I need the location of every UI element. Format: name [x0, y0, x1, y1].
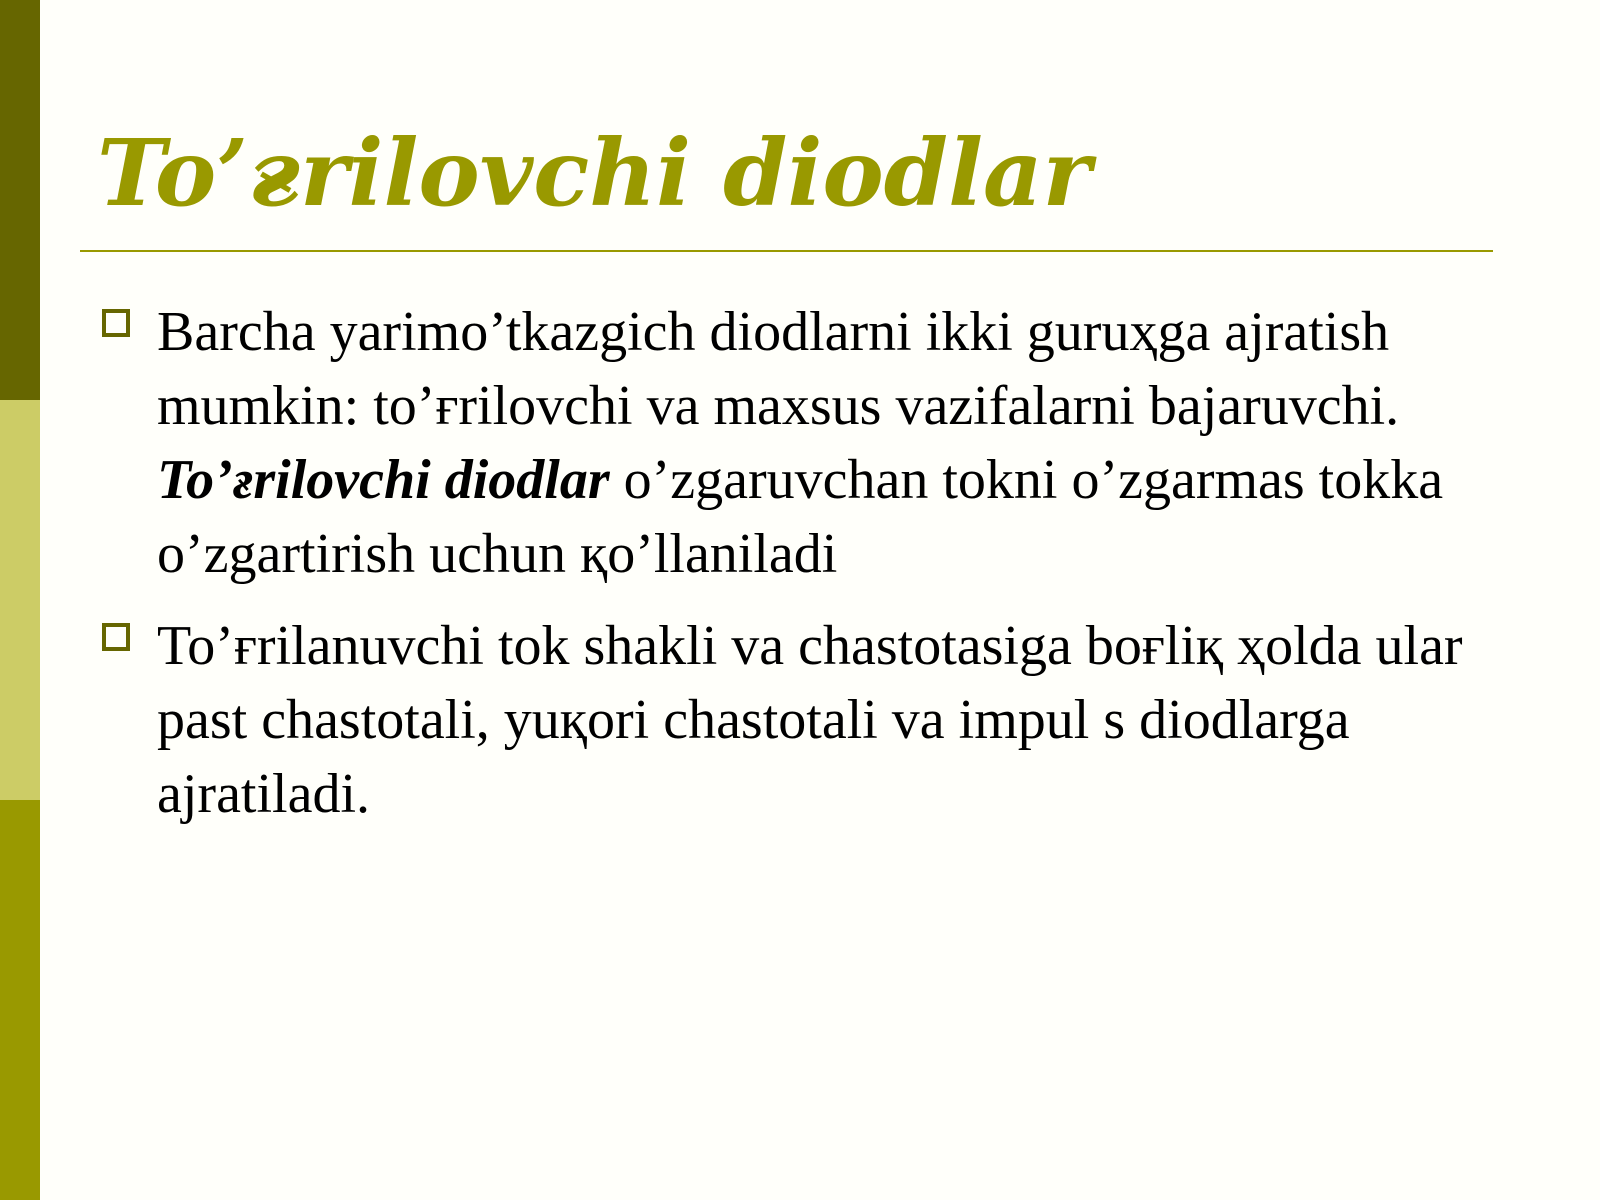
hollow-square-bullet-icon	[102, 309, 130, 337]
accent-bar-light-segment	[0, 400, 40, 800]
bullet-list	[100, 295, 1515, 831]
bullet-item-2	[100, 609, 1515, 831]
title-underline-rule	[80, 250, 1493, 252]
left-accent-bar	[0, 0, 40, 1200]
bullet-1-emphasis: To’ғrilovchi diodlar	[157, 449, 610, 511]
bullet-1-text-end: o’zgaruvchan tokni o’zgarmas tokka o’zgartirish uchun қo’llaniladi	[157, 449, 1444, 585]
hollow-square-bullet-icon	[102, 623, 130, 651]
bullet-2-text: To’ғrilanuvchi tok shakli va chastotasiga boғliқ ҳolda ular past chastotali, yuқori chastotali va impul s diodlarga ajratiladi.	[157, 615, 1463, 825]
accent-bar-dark-segment	[0, 0, 40, 400]
accent-bar-mid-segment	[0, 800, 40, 1200]
bullet-1-text-start: Barcha yarimo’tkazgich diodlarni ikki guruҳga ajratish mumkin: to’ғrilovchi va maxsus vazifalarni bajaruvchi.	[157, 301, 1400, 437]
bullet-item-1	[100, 295, 1515, 591]
slide-title: To’ғrilovchi diodlar	[97, 119, 1092, 227]
